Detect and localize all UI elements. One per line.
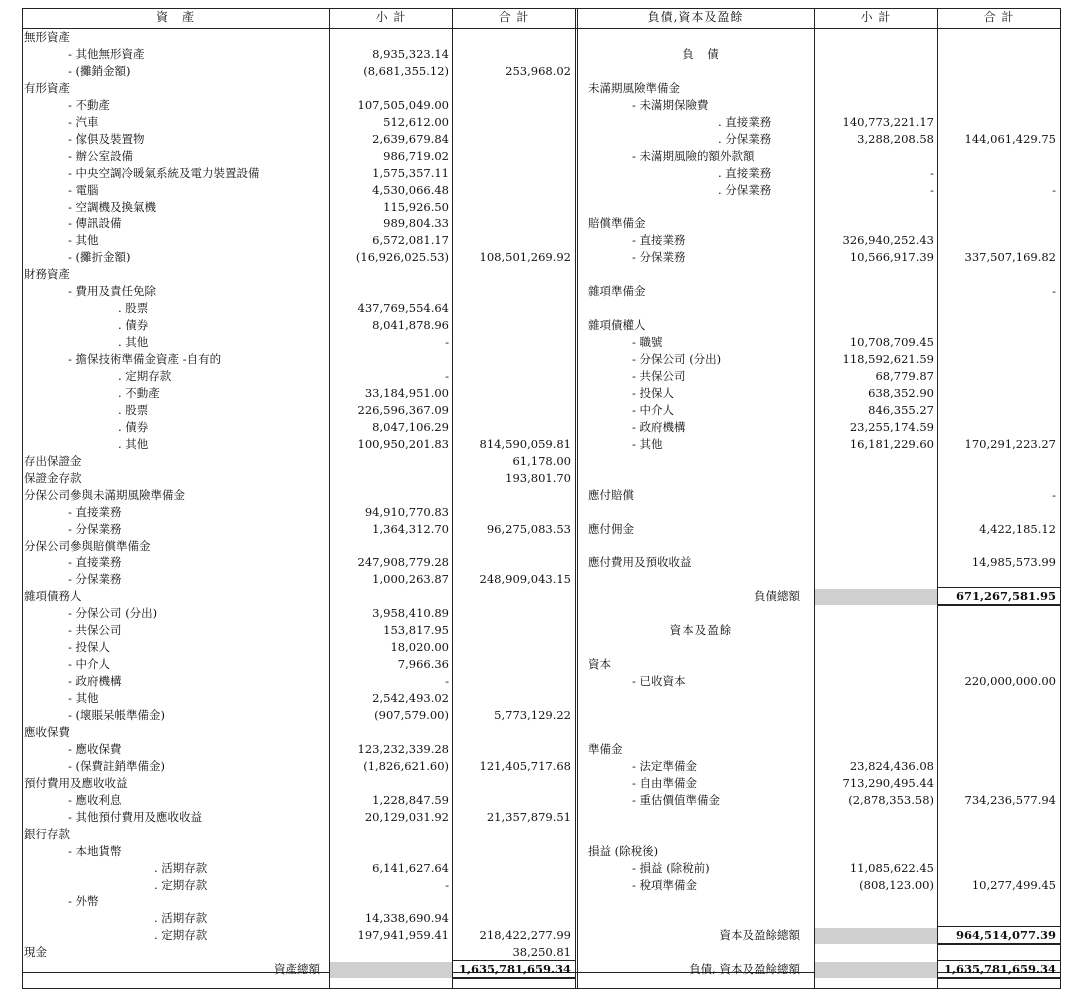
asset-row-total: 218,422,277.99 bbox=[479, 928, 571, 943]
asset-row-label: - 擔保技術準備金資產 -自有的 bbox=[68, 352, 222, 367]
asset-row-label: - (攤銷金額) bbox=[68, 63, 131, 78]
asset-row-subtotal: 8,047,106.29 bbox=[372, 419, 449, 434]
assets-total-value: 1,635,781,659.34 bbox=[458, 962, 571, 977]
asset-row-label: . 股票 bbox=[118, 402, 149, 417]
asset-row-subtotal: 20,129,031.92 bbox=[364, 809, 449, 824]
liability-row-label: - 法定準備金 bbox=[632, 758, 698, 773]
liability-row-label: 資本 bbox=[588, 657, 611, 672]
asset-row-label: . 定期存款 bbox=[154, 928, 208, 943]
asset-row-subtotal: 986,719.02 bbox=[383, 148, 449, 163]
asset-row-label: 應收保費 bbox=[24, 724, 70, 739]
liability-row-subtotal: 638,352.90 bbox=[868, 385, 934, 400]
asset-row-label: . 其他 bbox=[118, 436, 149, 451]
liability-row-subtotal: (808,123.00) bbox=[859, 877, 934, 892]
liability-row-label: 損益 (除稅後) bbox=[588, 843, 659, 858]
asset-row-total: 253,968.02 bbox=[505, 63, 571, 78]
liability-row-total: - bbox=[1052, 487, 1056, 502]
asset-row-label: 銀行存款 bbox=[24, 826, 70, 841]
asset-row-label: 有形資產 bbox=[24, 80, 70, 95]
liability-row-subtotal: 16,181,229.60 bbox=[849, 436, 934, 451]
grid-vline bbox=[577, 8, 578, 988]
liability-row-label: - 重估價值準備金 bbox=[632, 792, 721, 807]
asset-row-subtotal: 1,575,357.11 bbox=[372, 165, 449, 180]
asset-row-label: . 債券 bbox=[118, 419, 149, 434]
liability-row-label: 負債總額 bbox=[754, 589, 800, 604]
asset-row-subtotal: - bbox=[445, 335, 449, 350]
asset-row-label: - 直接業務 bbox=[68, 555, 122, 570]
liability-row-total: - bbox=[1052, 284, 1056, 299]
asset-row-total: 61,178.00 bbox=[512, 453, 571, 468]
asset-row-subtotal: (8,681,355.12) bbox=[363, 63, 449, 78]
asset-row-label: - 分保業務 bbox=[68, 572, 122, 587]
liability-row-total: 337,507,169.82 bbox=[964, 250, 1056, 265]
liability-row-total: 964,514,077.39 bbox=[955, 928, 1056, 943]
asset-row-label: . 其他 bbox=[118, 335, 149, 350]
liability-row-subtotal: 140,773,221.17 bbox=[842, 114, 934, 129]
asset-row-label: - 費用及責任免除 bbox=[68, 284, 157, 299]
asset-row-label: - 電腦 bbox=[68, 182, 99, 197]
liabilities-equity-total-value: 1,635,781,659.34 bbox=[943, 962, 1056, 977]
asset-row-subtotal: 1,000,263.87 bbox=[372, 572, 449, 587]
grid-hline bbox=[22, 988, 1061, 989]
asset-row-total: 248,909,043.15 bbox=[479, 572, 571, 587]
liability-row-label: 應付賠償 bbox=[588, 487, 634, 502]
asset-row-total: 814,590,059.81 bbox=[479, 436, 571, 451]
total-rule bbox=[938, 604, 1060, 606]
grid-hline bbox=[22, 8, 1061, 9]
asset-row-label: 保證金存款 bbox=[24, 470, 82, 485]
assets-total-label: 資產總額 bbox=[274, 962, 320, 977]
asset-row-subtotal: 6,141,627.64 bbox=[372, 860, 449, 875]
asset-row-label: - 中介人 bbox=[68, 657, 111, 672]
liability-row-label: - 共保公司 bbox=[632, 369, 686, 383]
asset-row-label: 預付費用及應收收益 bbox=[24, 775, 128, 790]
liability-row-total: 220,000,000.00 bbox=[964, 674, 1056, 689]
asset-row-subtotal: 123,232,339.28 bbox=[357, 741, 449, 756]
asset-row-label: . 定期存款 bbox=[118, 369, 172, 383]
asset-row-label: - 投保人 bbox=[68, 640, 111, 655]
asset-row-label: - 辦公室設備 bbox=[68, 148, 134, 163]
total-rule bbox=[938, 587, 1060, 588]
header-subtotal-left: 小 計 bbox=[375, 10, 407, 24]
liability-row-label: 準備金 bbox=[588, 741, 623, 756]
liability-row-subtotal: (2,878,353.58) bbox=[848, 792, 934, 807]
asset-row-total: 121,405,717.68 bbox=[479, 758, 571, 773]
asset-row-label: - 政府機構 bbox=[68, 674, 122, 689]
asset-row-subtotal: - bbox=[445, 877, 449, 892]
total-shade bbox=[815, 928, 937, 944]
liability-row-label: 應付佣金 bbox=[588, 521, 634, 536]
asset-row-subtotal: (1,826,621.60) bbox=[363, 758, 449, 773]
asset-row-subtotal: 6,572,081.17 bbox=[372, 233, 449, 248]
asset-row-label: . 不動產 bbox=[118, 385, 160, 400]
asset-row-subtotal: 4,530,066.48 bbox=[372, 182, 449, 197]
asset-row-subtotal: 197,941,959.41 bbox=[357, 928, 449, 943]
grid-vline bbox=[452, 8, 453, 988]
asset-row-label: - 空調機及換氣機 bbox=[68, 199, 157, 214]
asset-row-label: - 汽車 bbox=[68, 114, 99, 129]
liability-row-label: - 稅項準備金 bbox=[632, 877, 698, 892]
asset-row-label: . 活期存款 bbox=[154, 860, 208, 875]
liability-row-total: 4,422,185.12 bbox=[979, 521, 1056, 536]
liability-row-subtotal: 10,566,917.39 bbox=[849, 250, 934, 265]
liability-row-label: . 直接業務 bbox=[718, 114, 772, 129]
asset-row-subtotal: 3,958,410.89 bbox=[372, 606, 449, 621]
asset-row-subtotal: 437,769,554.64 bbox=[357, 301, 449, 316]
liability-row-label: . 分保業務 bbox=[718, 131, 772, 146]
liability-row-subtotal: 713,290,495.44 bbox=[842, 775, 934, 790]
liability-row-label: - 未滿期保險費 bbox=[632, 97, 709, 112]
asset-row-label: - 本地貨幣 bbox=[68, 843, 122, 858]
liability-row-total: 14,985,573.99 bbox=[971, 555, 1056, 570]
liability-row-subtotal: 10,708,709.45 bbox=[849, 335, 934, 350]
liability-row-subtotal: 23,824,436.08 bbox=[849, 758, 934, 773]
asset-row-label: - 直接業務 bbox=[68, 504, 122, 519]
liability-row-subtotal: 846,355.27 bbox=[868, 402, 934, 417]
asset-row-label: - 分保業務 bbox=[68, 521, 122, 536]
liability-row-total: 10,277,499.45 bbox=[971, 877, 1056, 892]
asset-row-label: - 中央空調冷暖氣系統及電力裝置設備 bbox=[68, 165, 260, 180]
liability-row-label: - 自由準備金 bbox=[632, 775, 698, 790]
grid-vline bbox=[22, 8, 23, 988]
liability-row-label: - 職號 bbox=[632, 335, 663, 350]
asset-row-label: - 其他無形資產 bbox=[68, 46, 145, 61]
asset-row-label: - 其他 bbox=[68, 691, 99, 706]
asset-row-subtotal: 8,935,323.14 bbox=[372, 46, 449, 61]
asset-row-label: 無形資產 bbox=[24, 30, 70, 44]
liability-row-subtotal: 23,255,174.59 bbox=[849, 419, 934, 434]
header-total-right: 合 計 bbox=[983, 10, 1015, 24]
liability-row-label: - 未滿期風險的額外款額 bbox=[632, 148, 755, 163]
liability-row-label: 資本及盈餘總額 bbox=[719, 928, 800, 943]
liability-row-total: 734,236,577.94 bbox=[964, 792, 1056, 807]
liability-row-label: - 政府機構 bbox=[632, 419, 686, 434]
asset-row-label: - (保費註銷準備金) bbox=[68, 758, 166, 773]
total-rule bbox=[938, 926, 1060, 927]
asset-row-total: 108,501,269.92 bbox=[479, 250, 571, 265]
total-shade bbox=[330, 962, 452, 978]
asset-row-label: . 債券 bbox=[118, 318, 149, 333]
liability-row-label: - 中介人 bbox=[632, 402, 675, 417]
liability-row-label: - 直接業務 bbox=[632, 233, 686, 248]
asset-row-subtotal: 1,364,312.70 bbox=[372, 521, 449, 536]
total-shade bbox=[815, 589, 937, 605]
asset-row-subtotal: 512,612.00 bbox=[383, 114, 449, 129]
liability-row-subtotal: 326,940,252.43 bbox=[842, 233, 934, 248]
asset-row-subtotal: 100,950,201.83 bbox=[357, 436, 449, 451]
header-liabilities-equity: 負債,資本及盈餘 bbox=[647, 10, 744, 24]
asset-row-label: - 不動產 bbox=[68, 97, 111, 112]
liability-row-label: - 損益 (除稅前) bbox=[632, 860, 710, 875]
asset-row-subtotal: (907,579.00) bbox=[374, 708, 449, 722]
asset-row-label: - 外幣 bbox=[68, 894, 99, 909]
liability-row-label: 資本及盈餘 bbox=[669, 623, 733, 638]
liability-row-subtotal: - bbox=[930, 165, 934, 180]
asset-row-subtotal: 1,228,847.59 bbox=[372, 792, 449, 807]
header-assets: 資 產 bbox=[155, 10, 195, 24]
liability-row-label: 應付費用及預收收益 bbox=[588, 555, 692, 570]
liability-row-total: 671,267,581.95 bbox=[955, 589, 1056, 604]
total-shade bbox=[815, 962, 937, 978]
liability-row-label: - 投保人 bbox=[632, 385, 675, 400]
liability-row-label: 賠償準備金 bbox=[588, 216, 646, 231]
asset-row-label: 雜項債務人 bbox=[24, 589, 82, 604]
asset-row-subtotal: 2,639,679.84 bbox=[372, 131, 449, 146]
asset-row-label: - (壞賬呆帳準備金) bbox=[68, 708, 166, 722]
header-subtotal-right: 小 計 bbox=[860, 10, 892, 24]
asset-row-label: . 股票 bbox=[118, 301, 149, 316]
asset-row-total: 21,357,879.51 bbox=[486, 809, 571, 824]
asset-row-subtotal: 115,926.50 bbox=[383, 199, 449, 214]
grid-vline bbox=[1060, 8, 1061, 988]
asset-row-total: 193,801.70 bbox=[505, 470, 571, 485]
asset-row-label: 分保公司參與賠償準備金 bbox=[24, 538, 151, 553]
liability-row-subtotal: 11,085,622.45 bbox=[849, 860, 934, 875]
liability-row-total: - bbox=[1052, 182, 1056, 197]
liability-row-subtotal: 68,779.87 bbox=[875, 369, 934, 383]
liability-row-total: 144,061,429.75 bbox=[964, 131, 1056, 146]
liability-row-subtotal: 118,592,621.59 bbox=[842, 352, 934, 367]
asset-row-subtotal: 14,338,690.94 bbox=[364, 911, 449, 926]
asset-row-label: - 分保公司 (分出) bbox=[68, 606, 158, 621]
asset-row-total: 5,773,129.22 bbox=[494, 708, 571, 722]
liability-row-label: . 分保業務 bbox=[718, 182, 772, 197]
total-rule bbox=[938, 943, 1060, 945]
asset-row-subtotal: 989,804.33 bbox=[383, 216, 449, 231]
liability-row-label: 雜項債權人 bbox=[588, 318, 646, 333]
asset-row-subtotal: 18,020.00 bbox=[390, 640, 449, 655]
asset-row-subtotal: 2,542,493.02 bbox=[372, 691, 449, 706]
asset-row-label: - (攤折金額) bbox=[68, 250, 131, 265]
asset-row-total: 96,275,083.53 bbox=[486, 521, 571, 536]
liability-row-label: 未滿期風險準備金 bbox=[588, 80, 680, 95]
asset-row-label: - 其他 bbox=[68, 233, 99, 248]
asset-row-subtotal: - bbox=[445, 674, 449, 689]
asset-row-subtotal: 247,908,779.28 bbox=[357, 555, 449, 570]
asset-row-label: . 定期存款 bbox=[154, 877, 208, 892]
grid-vline bbox=[575, 8, 576, 988]
asset-row-label: . 活期存款 bbox=[154, 911, 208, 926]
asset-row-subtotal: 153,817.95 bbox=[383, 623, 449, 638]
asset-row-label: - 傳訊設備 bbox=[68, 216, 122, 231]
liability-row-label: - 分保公司 (分出) bbox=[632, 352, 722, 367]
asset-row-subtotal: 7,966.36 bbox=[397, 657, 449, 672]
asset-row-label: 財務資產 bbox=[24, 267, 70, 282]
liabilities-equity-total-label: 負債, 資本及盈餘總額 bbox=[689, 962, 800, 977]
asset-row-subtotal: (16,926,025.53) bbox=[355, 250, 449, 265]
liability-row-label: . 直接業務 bbox=[718, 165, 772, 180]
asset-row-subtotal: 94,910,770.83 bbox=[364, 504, 449, 519]
asset-row-total: 38,250.81 bbox=[512, 945, 571, 960]
asset-row-label: - 傢俱及裝置物 bbox=[68, 131, 145, 146]
liability-row-label: - 其他 bbox=[632, 436, 663, 451]
asset-row-label: - 共保公司 bbox=[68, 623, 122, 638]
liability-row-label: 雜項準備金 bbox=[588, 284, 646, 299]
asset-row-label: - 應收利息 bbox=[68, 792, 122, 807]
asset-row-subtotal: 8,041,878.96 bbox=[372, 318, 449, 333]
asset-row-label: - 其他預付費用及應收收益 bbox=[68, 809, 203, 824]
header-total-left: 合 計 bbox=[498, 10, 530, 24]
asset-row-subtotal: 226,596,367.09 bbox=[357, 402, 449, 417]
asset-row-label: - 應收保費 bbox=[68, 741, 122, 756]
liability-row-label: - 分保業務 bbox=[632, 250, 686, 265]
liability-row-subtotal: - bbox=[930, 182, 934, 197]
asset-row-subtotal: - bbox=[445, 369, 449, 383]
asset-row-label: 分保公司參與未滿期風險準備金 bbox=[24, 487, 185, 502]
asset-row-subtotal: 33,184,951.00 bbox=[364, 385, 449, 400]
asset-row-label: 存出保證金 bbox=[24, 453, 82, 468]
liability-row-label: - 已收資本 bbox=[632, 674, 686, 689]
liability-row-subtotal: 3,288,208.58 bbox=[857, 131, 934, 146]
asset-row-subtotal: 107,505,049.00 bbox=[357, 97, 449, 112]
liability-row-label: 負 債 bbox=[682, 46, 720, 61]
liability-row-total: 170,291,223.27 bbox=[964, 436, 1056, 451]
asset-row-label: 現金 bbox=[24, 945, 47, 960]
